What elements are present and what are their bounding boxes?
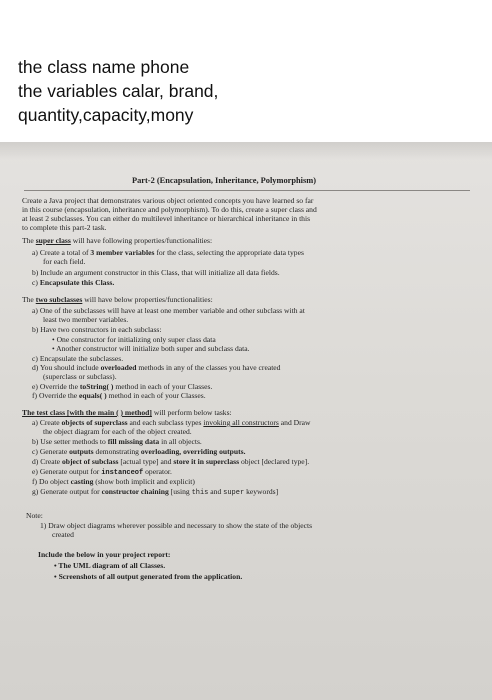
title-rule — [24, 190, 470, 191]
note-line-variables-cont: quantity,capacity,mony — [18, 105, 194, 125]
sub-item-d: d) You should include overloaded methods in any of the classes you have created — [32, 363, 281, 372]
handwritten-note-panel — [0, 0, 492, 142]
note-label: Note: — [26, 511, 43, 520]
note-line-2: created — [52, 530, 74, 539]
intro-line-3: at least 2 subclasses. You can either do multilevel inheritance or hierarchical inheritance in this — [22, 214, 311, 223]
report-heading: Include the below in your project report: — [38, 550, 171, 559]
intro-line-2: in this course (encapsulation, inheritance and polymorphism). To do this, create a super class and — [22, 205, 317, 214]
test-item-g: g) Generate output for constructor chaining [using this and super keywords] — [32, 487, 279, 497]
assignment-photo — [0, 142, 492, 700]
super-item-a-cont: for each field. — [43, 257, 86, 266]
sub-item-c: c) Encapsulate the subclasses. — [32, 354, 124, 363]
doc-title: Part-2 (Encapsulation, Inheritance, Polymorphism) — [132, 176, 317, 185]
intro-line-1: Create a Java project that demonstrates various object oriented concepts you have learned so far — [22, 196, 314, 205]
photo-edge-shadow — [0, 142, 492, 160]
super-item-a: a) Create a total of 3 member variables for the class, selecting the appropriate data types — [32, 248, 304, 257]
test-item-f: f) Do object casting (show both implicit and explicit) — [32, 477, 195, 486]
test-item-d: d) Create object of subclass [actual type] and store it in superclass object [declared type]. — [32, 457, 310, 466]
report-item-2: • Screenshots of all output generated from the application. — [54, 572, 243, 581]
super-item-b: b) Include an argument constructor in this Class, that will initialize all data fields. — [32, 268, 280, 277]
sub-item-e: e) Override the toString( ) method in each of your Classes. — [32, 382, 213, 391]
sub-item-a-cont: least two member variables. — [43, 315, 129, 324]
sub-bullet-1: • One constructor for initializing only super class data — [52, 335, 216, 344]
note-line-1: 1) Draw object diagrams wherever possible and necessary to show the state of the objects — [40, 521, 313, 530]
sub-heading: The two subclasses will have below properties/functionalities: — [22, 295, 213, 304]
test-item-b: b) Use setter methods to fill missing data in all objects. — [32, 437, 202, 446]
sub-item-b: b) Have two constructors in each subclass: — [32, 325, 162, 334]
test-heading: The test class [with the main ( ) method] will perform below tasks: — [22, 408, 232, 417]
test-item-c: c) Generate outputs demonstrating overloading, overriding outputs. — [32, 447, 246, 456]
intro-line-4: to complete this part-2 task. — [22, 223, 107, 232]
test-item-e: e) Generate output for instanceof operator. — [32, 467, 172, 477]
test-item-a: a) Create objects of superclass and each subclass types invoking all constructors and Draw — [32, 418, 311, 427]
super-item-c: c) Encapsulate this Class. — [32, 278, 115, 287]
note-line-variables: the variables calar, brand, — [18, 81, 219, 101]
report-item-1: • The UML diagram of all Classes. — [54, 561, 166, 570]
note-line-class-name: the class name phone — [18, 57, 190, 77]
test-item-a-cont: the object diagram for each of the object created. — [43, 427, 192, 436]
super-heading: The super class will have following properties/functionalities: — [22, 236, 213, 245]
sub-bullet-2: • Another constructor will initialize both super and subclass data. — [52, 344, 250, 353]
sub-item-d-cont: (superclass or subclass). — [43, 372, 117, 381]
sub-item-f: f) Override the equals( ) method in each of your Classes. — [32, 391, 206, 400]
sub-item-a: a) One of the subclasses will have at least one member variable and other subclass with at — [32, 306, 305, 315]
